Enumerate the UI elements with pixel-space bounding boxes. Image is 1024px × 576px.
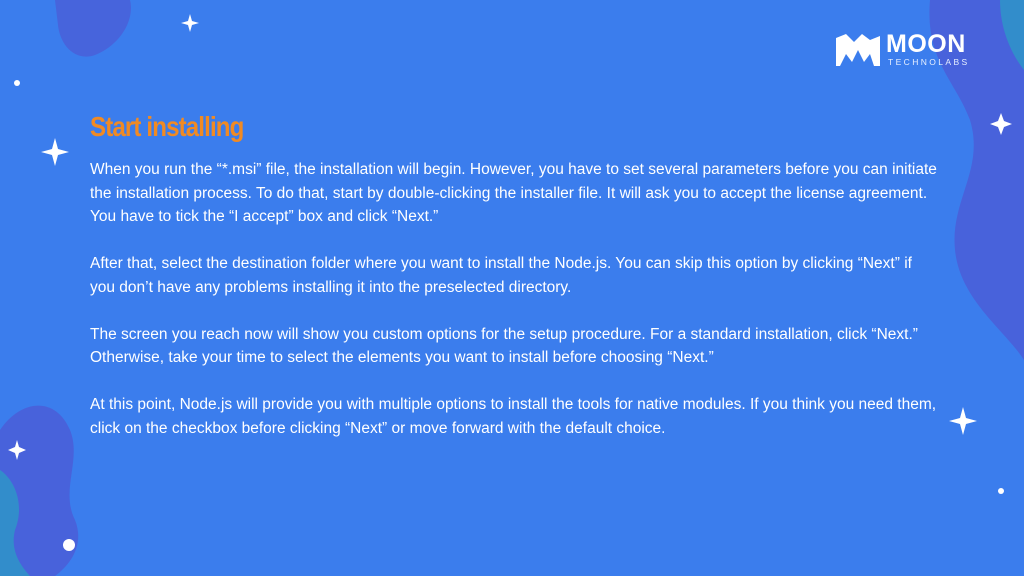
paragraph: The screen you reach now will show you custom options for the setup procedure. For a standard installation, click “Next.” Otherwise, take your time to select the elements you want to install before choosing “Next.”	[90, 325, 918, 366]
dot	[14, 80, 20, 86]
brand-name: MOON	[886, 30, 966, 58]
paragraph: When you run the “*.msi” file, the installation will begin. However, you have to set several parameters before you can initiate the installation process. To do that, start by double-clicking the installer file. It will ask you to accept the license agreement. You have to tick the “I accept” box and click “Next.”	[90, 161, 937, 225]
paragraph: After that, select the destination folder where you want to install the Node.js. You can skip this option by clicking “Next” if you don’t have any problems installing it into the preselected directory.	[90, 255, 912, 296]
slide-body	[90, 158, 940, 464]
brand-tagline: TECHNOLABS	[888, 57, 970, 67]
paragraph: At this point, Node.js will provide you with multiple options to install the tools for native modules. If you think you need them, click on the checkbox before clicking “Next” or move forward with the default choice.	[90, 396, 937, 437]
sparkle-icon	[949, 407, 977, 435]
dot	[998, 488, 1004, 494]
dot	[63, 539, 75, 551]
top-left-blob	[55, 0, 131, 57]
brand-logo[interactable]	[836, 30, 982, 70]
sparkle-icon	[181, 14, 199, 32]
moon-logo-icon	[836, 32, 882, 66]
sparkle-icon	[41, 138, 69, 166]
page-title: Start installing	[90, 111, 244, 142]
